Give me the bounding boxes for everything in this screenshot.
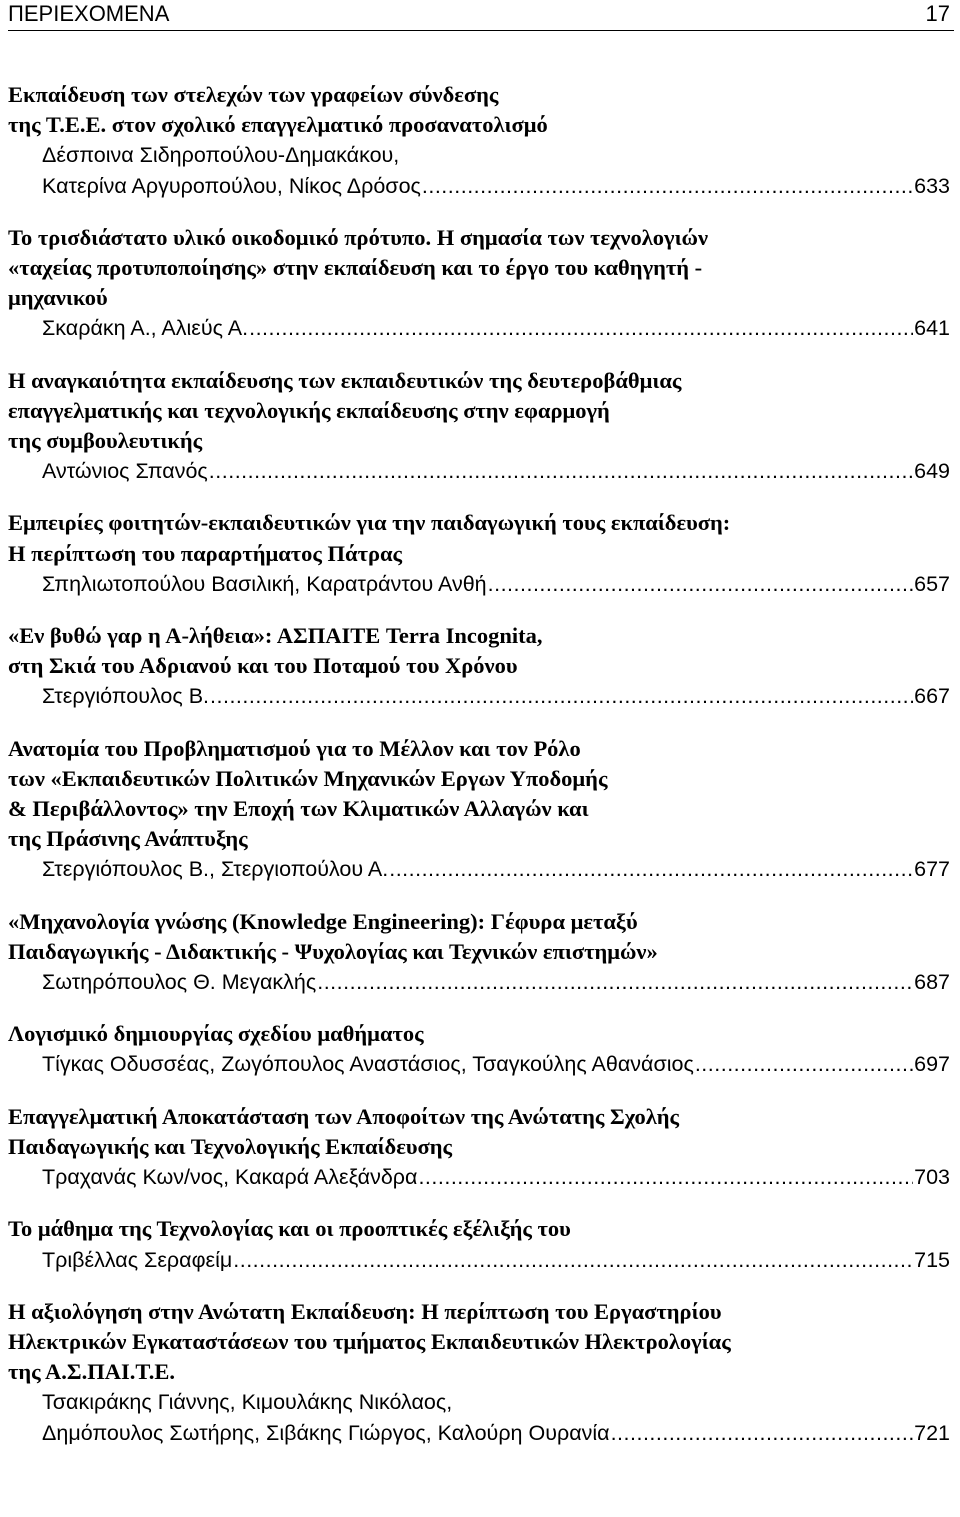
entry-title-line: Λογισμικό δημιουργίας σχεδίου μαθήματος	[8, 1021, 424, 1047]
entry-authors-page-line	[8, 967, 954, 997]
entry-authors-page-line	[8, 1162, 954, 1192]
entry-authors: Στεργιόπουλος Β., Στεργιοπούλου Α.	[42, 857, 389, 882]
entry-authors-page-line	[8, 456, 954, 486]
entry-page-number: 633	[914, 173, 950, 198]
dot-leader	[695, 1049, 913, 1079]
entry-authors: Σκαράκη Α., Αλιεύς Α.	[42, 316, 249, 341]
toc-entry	[8, 223, 954, 344]
dot-leader	[422, 171, 913, 201]
entry-authors-page-line	[8, 681, 954, 711]
entry-page-number: 721	[914, 1420, 950, 1445]
entry-page-number: 715	[914, 1247, 950, 1272]
entry-authors: Δημόπουλος Σωτήρης, Σιβάκης Γιώργος, Καλούρη Ουρανία	[42, 1420, 610, 1445]
dot-leader	[210, 681, 913, 711]
entry-authors-page-line	[8, 854, 954, 884]
entry-title-line: μηχανικού	[8, 285, 108, 311]
entry-title-line: «ταχείας προτυποποίησης» στην εκπαίδευση και το έργο του καθηγητή -	[8, 255, 703, 281]
toc-entry	[8, 734, 954, 885]
entry-title-line: στη Σκιά του Αδριανού και του Ποταμού του Χρόνου	[8, 653, 518, 679]
entry-title-line: «Μηχανολογία γνώσης (Knowledge Engineering): Γέφυρα μεταξύ	[8, 908, 638, 934]
entry-authors-page-line	[8, 1245, 954, 1275]
toc-entry	[8, 80, 954, 201]
toc-entry	[8, 366, 954, 487]
entry-title-line: Το μάθημα της Τεχνολογίας και οι προοπτικές εξέλιξής του	[8, 1216, 571, 1242]
entry-title-line: Το τρισδιάστατο υλικό οικοδομικό πρότυπο. Η σημασία των τεχνολογιών	[8, 224, 709, 250]
page-number: 17	[925, 1, 950, 26]
entry-title-line: της Πράσινης Ανάπτυξης	[8, 826, 248, 852]
entry-title-line: Η αναγκαιότητα εκπαίδευσης των εκπαιδευτικών της δευτεροβάθμιας	[8, 367, 682, 393]
dot-leader	[488, 569, 913, 599]
table-of-contents	[8, 80, 954, 1448]
entry-authors-page-line	[8, 1418, 954, 1448]
entry-title-line: Ηλεκτρικών Εγκαταστάσεων του τμήματος Εκπαιδευτικών Ηλεκτρολογίας	[8, 1328, 731, 1354]
dot-leader	[209, 456, 913, 486]
entry-title-line: των «Εκπαιδευτικών Πολιτικών Μηχανικών Εργων Υποδομής	[8, 765, 608, 791]
entry-authors: Σπηλιωτοπούλου Βασιλική, Καρατράντου Ανθή	[42, 571, 487, 596]
entry-authors: Αντώνιος Σπανός	[42, 459, 208, 484]
entry-authors: Τίγκας Οδυσσέας, Ζωγόπουλος Αναστάσιος, Τσαγκούλης Αθανάσιος	[42, 1052, 694, 1077]
section-title: ΠΕΡΙΕΧΟΜΕΝΑ	[8, 1, 170, 26]
entry-authors-line: Τσακιράκης Γιάννης, Κιμουλάκης Νικόλαος,	[42, 1390, 453, 1415]
entry-authors: Σωτηρόπουλος Θ. Μεγακλής	[42, 970, 317, 995]
entry-title-line: της Τ.Ε.Ε. στον σχολικό επαγγελματικό προσανατολισμό	[8, 112, 548, 138]
dot-leader	[389, 854, 913, 884]
entry-authors-line: Δέσποινα Σιδηροπούλου-Δημακάκου,	[42, 143, 400, 168]
dot-leader	[418, 1162, 913, 1192]
toc-entry	[8, 508, 954, 599]
entry-title-line: Η αξιολόγηση στην Ανώτατη Εκπαίδευση: Η περίπτωση του Εργαστηρίου	[8, 1298, 722, 1324]
entry-authors: Τραχανάς Κων/νος, Κακαρά Αλεξάνδρα	[42, 1165, 418, 1190]
entry-title-line: Ανατομία του Προβληματισμού για το Μέλλον και τον Ρόλο	[8, 735, 581, 761]
toc-entry	[8, 1297, 954, 1448]
entry-page-number: 641	[914, 316, 950, 341]
dot-leader	[233, 1245, 913, 1275]
entry-page-number: 687	[914, 970, 950, 995]
entry-title-line: Εμπειρίες φοιτητών-εκπαιδευτικών για την παιδαγωγική τους εκπαίδευση:	[8, 510, 731, 536]
toc-entry	[8, 1102, 954, 1193]
entry-authors-page-line	[8, 569, 954, 599]
entry-title-line: Η περίπτωση του παραρτήματος Πάτρας	[8, 540, 403, 566]
toc-entry	[8, 1214, 954, 1274]
entry-authors: Στεργιόπουλος Β.	[42, 684, 210, 709]
entry-page-number: 649	[914, 459, 950, 484]
entry-title-line: της Α.Σ.ΠΑΙ.Τ.Ε.	[8, 1359, 175, 1385]
entry-authors-page-line	[8, 313, 954, 343]
entry-title-line: «Εν βυθώ γαρ η Α-λήθεια»: ΑΣΠΑΙΤΕ Terra Incognita,	[8, 623, 543, 649]
entry-page-number: 657	[914, 571, 950, 596]
dot-leader	[611, 1418, 914, 1448]
entry-authors-page-line	[8, 1049, 954, 1079]
entry-authors: Κατερίνα Αργυροπούλου, Νίκος Δρόσος	[42, 173, 421, 198]
entry-page-number: 677	[914, 857, 950, 882]
toc-entry	[8, 907, 954, 998]
entry-page-number: 667	[914, 684, 950, 709]
entry-title-line: Εκπαίδευση των στελεχών των γραφείων σύνδεσης	[8, 82, 499, 107]
entry-title-line: επαγγελματικής και τεχνολογικής εκπαίδευσης στην εφαρμογή	[8, 397, 610, 423]
entry-page-number: 697	[914, 1052, 950, 1077]
entry-title-line: Παιδαγωγικής - Διδακτικής - Ψυχολογίας και Τεχνικών επιστημών»	[8, 938, 658, 964]
entry-authors: Τριβέλλας Σεραφείμ	[42, 1247, 233, 1272]
entry-title-line: της συμβουλευτικής	[8, 428, 203, 454]
toc-entry	[8, 621, 954, 712]
toc-entry	[8, 1019, 954, 1079]
entry-page-number: 703	[914, 1165, 950, 1190]
entry-authors-page-line	[8, 171, 954, 201]
dot-leader	[317, 967, 913, 997]
page-header	[8, 0, 954, 31]
dot-leader	[249, 313, 913, 343]
entry-title-line: Επαγγελματική Αποκατάσταση των Αποφοίτων της Ανώτατης Σχολής	[8, 1103, 680, 1129]
entry-title-line: & Περιβάλλοντος» την Εποχή των Κλιματικών Αλλαγών και	[8, 796, 589, 822]
entry-title-line: Παιδαγωγικής και Τεχνολογικής Εκπαίδευσης	[8, 1133, 453, 1159]
